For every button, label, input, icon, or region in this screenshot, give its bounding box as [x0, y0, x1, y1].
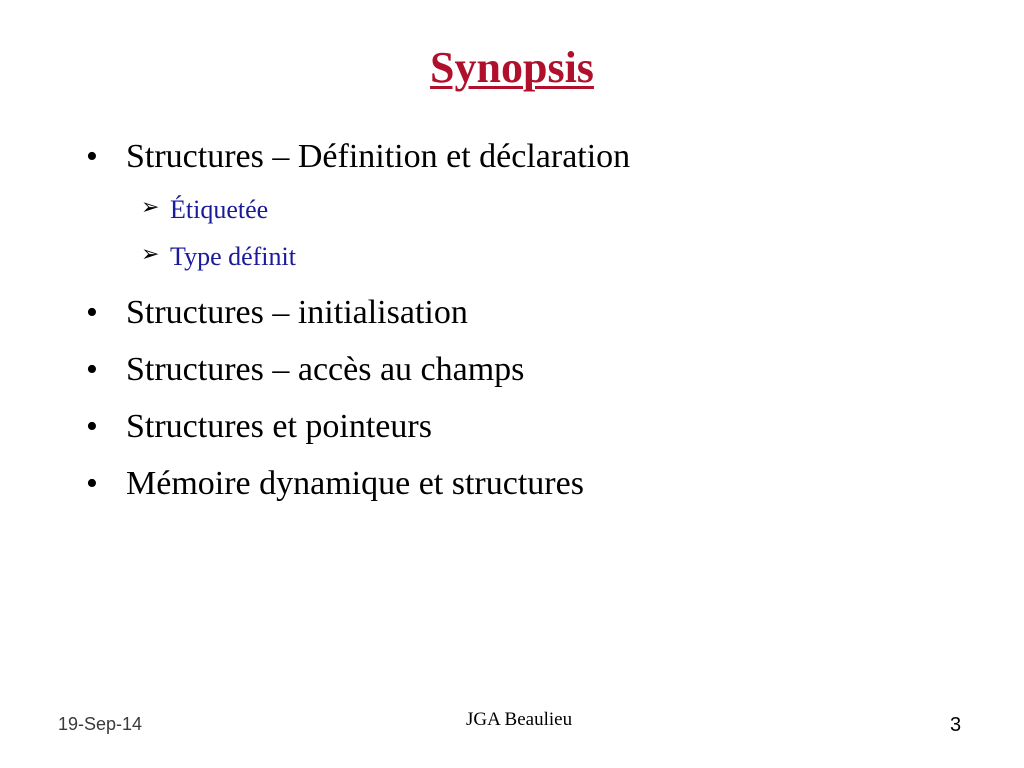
bullet-marker: •	[86, 138, 98, 175]
arrow-right-icon: ➢	[141, 242, 160, 267]
bullet-text: Structures – initialisation	[126, 294, 468, 331]
sub-bullet-text: Étiquetée	[170, 195, 269, 224]
sub-bullet-text: Type définit	[170, 242, 296, 271]
bullet-marker: •	[86, 294, 98, 331]
footer-date: 19-Sep-14	[58, 714, 143, 734]
bullet-marker: •	[86, 351, 98, 388]
bullet-marker: •	[86, 408, 98, 445]
footer-author: JGA Beaulieu	[466, 709, 573, 730]
page-number: 3	[950, 714, 962, 736]
slide-title-text: Synopsis	[430, 43, 594, 92]
bullet-text: Structures – accès au champs	[126, 351, 525, 388]
bullet-marker: •	[86, 465, 98, 502]
bullet-text: Structures – Définition et déclaration	[126, 138, 631, 175]
bullet-text: Structures et pointeurs	[126, 408, 432, 445]
bullet-text: Mémoire dynamique et structures	[126, 465, 584, 502]
arrow-right-icon: ➢	[141, 195, 160, 220]
